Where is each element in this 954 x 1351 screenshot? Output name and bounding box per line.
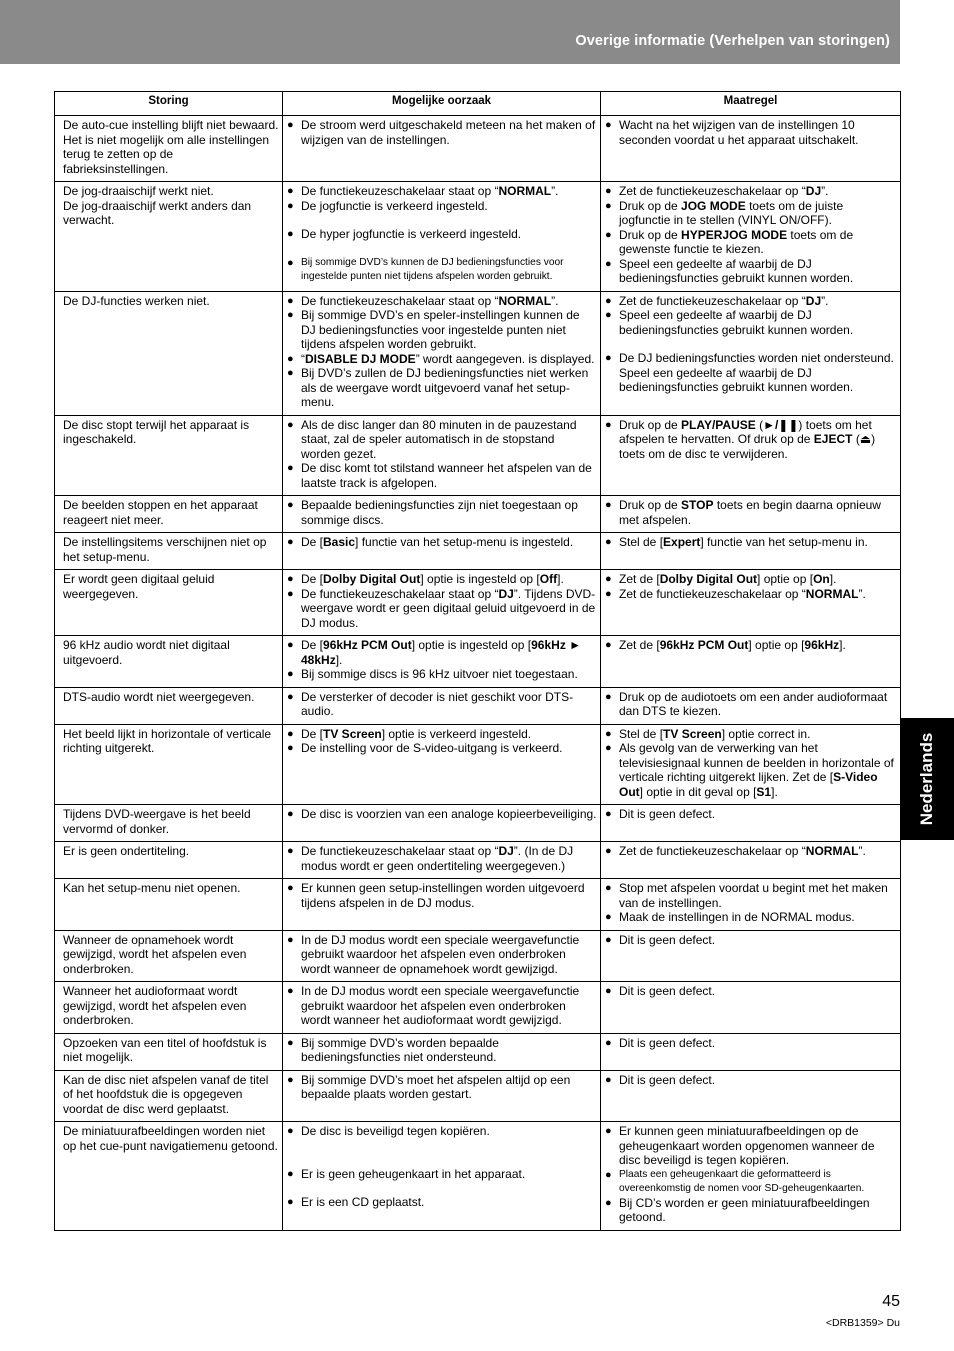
bullet-icon: ● [287,199,294,212]
bullet-icon: ● [605,228,612,241]
bullet-text: In de DJ modus wordt een speciale weergavefunctie gebruikt waardoor het afspelen even onderbroken wordt wanneer het audioformaat wordt gewijzigd. [301,984,580,1027]
remedy-cell [601,636,901,688]
remedy-cell [601,291,901,415]
remedy-cell [601,533,901,570]
bullet-icon: ● [605,1196,612,1209]
bullet-icon: ● [287,1036,294,1049]
bullet-item [287,461,597,490]
language-tab [900,718,954,840]
table-row [55,930,901,982]
column-header-remedy: Maatregel [601,92,901,116]
remedy-cell [601,1122,901,1231]
bullet-icon: ● [605,536,612,548]
column-header-cause: Mogelijke oorzaak [283,92,601,116]
problem-text: Kan het setup-menu niet openen. [63,881,241,895]
bullet-item [605,690,897,719]
bullet-text: Er kunnen geen setup-instellingen worden uitgevoerd tijdens afspelen in de DJ modus. [301,881,585,910]
bullet-icon: ● [605,587,612,600]
bullet-icon: ● [287,1196,294,1208]
bullet-item [287,1195,597,1210]
bullet-item [287,118,597,147]
bullet-text: Dit is geen defect. [619,932,716,947]
bullet-icon: ● [605,309,612,321]
bullet-icon: ● [605,727,612,740]
bullet-icon: ● [605,1073,612,1086]
column-header-problem: Storing [55,92,283,116]
bullet-text: De instelling voor de S-video-uitgang is verkeerd. [301,741,563,755]
spacer [287,242,597,256]
bullet-text: De DJ bedieningsfuncties worden niet ondersteund. Speel een gedeelte af waarbij de DJ bedieningsfuncties gebruikt kunnen worden. [619,351,894,394]
remedy-cell [601,724,901,805]
bullet-item [605,910,897,925]
bullet-icon: ● [287,845,294,857]
bullet-icon: ● [287,352,294,365]
bullet-text: Dit is geen defect. [619,984,716,998]
bullet-text: De stroom werd uitgeschakeld meteen na het maken of wijzigen van de instellingen. [301,118,596,147]
problem-cell [55,805,283,842]
bullet-icon: ● [605,119,612,131]
bullet-item [287,418,597,462]
bullet-item [287,587,597,631]
bullet-icon: ● [605,1125,612,1137]
bullet-icon: ● [605,690,612,703]
bullet-icon: ● [605,199,612,212]
bullet-item [287,807,597,822]
problem-text: De instellingsitems verschijnen niet op het setup-menu. [63,535,267,564]
bullet-text: De [Dolby Digital Out] optie is ingesteld op [Off]. [301,572,564,586]
bullet-icon: ● [605,418,612,431]
bullet-icon: ● [287,499,294,511]
table-row [55,182,901,292]
bullet-text: Bij CD’s worden er geen miniatuurafbeeldingen getoond. [619,1195,870,1224]
table-row [55,724,901,805]
bullet-icon: ● [287,418,294,431]
bullet-text: Als gevolg van de verwerking van het televisiesignaal kunnen de beelden in horizontale of verticale richting uitgerekt lijken. Zet de [S-Video Out] optie in dit geval op [S1]. [619,741,894,799]
bullet-item [605,1168,897,1196]
bullet-item [287,498,597,527]
bullet-icon: ● [605,845,612,857]
bullet-icon: ● [605,808,612,820]
bullet-icon: ● [287,573,294,585]
bullet-icon: ● [287,309,294,321]
bullet-item [287,690,597,719]
bullet-item [605,572,897,587]
bullet-text: Bij sommige DVD’s moet het afspelen altijd op een bepaalde plaats worden gestart. [301,1072,571,1101]
bullet-icon: ● [605,185,612,197]
bullet-text: Dit is geen defect. [619,807,716,821]
remedy-cell [601,1033,901,1070]
bullet-text: De versterker of decoder is niet geschikt voor DTS-audio. [301,689,574,718]
bullet-icon: ● [287,119,294,131]
problem-cell [55,533,283,570]
bullet-item [605,418,897,462]
bullet-item [605,807,897,822]
remedy-cell [601,805,901,842]
problem-text: De miniatuurafbeeldingen worden niet op het cue-punt navigatiemenu getoond. [63,1124,278,1153]
bullet-item [287,184,597,199]
bullet-text: Stel de [TV Screen] optie correct in. [619,726,811,741]
bullet-icon: ● [605,257,612,270]
bullet-item [605,294,897,309]
table-row [55,1033,901,1070]
problem-cell [55,496,283,533]
bullet-text: Zet de functiekeuzeschakelaar op “DJ”. [619,184,829,198]
bullet-text: Bepaalde bedieningsfuncties zijn niet toegestaan op sommige discs. [301,498,578,527]
problem-text: Wanneer de opnamehoek wordt gewijzigd, wordt het afspelen even onderbroken. [63,932,247,976]
bullet-text: De [TV Screen] optie is verkeerd ingesteld. [301,726,532,741]
remedy-cell [601,982,901,1034]
bullet-icon: ● [605,639,612,651]
bullet-item [287,308,597,352]
bullet-icon: ● [605,1036,612,1049]
table-row [55,570,901,636]
bullet-icon: ● [287,882,294,894]
cause-cell [283,1122,601,1231]
table-row [55,533,901,570]
bullet-text: Er is geen geheugenkaart in het apparaat. [301,1166,526,1181]
language-tab-label: Nederlands [917,732,936,826]
table-row [55,805,901,842]
cause-cell [283,724,601,805]
cause-cell [283,636,601,688]
remedy-cell [601,415,901,496]
bullet-icon: ● [605,573,612,585]
bullet-item [605,535,897,550]
bullet-text: Zet de functiekeuzeschakelaar op “NORMAL”. [619,844,866,858]
problem-cell [55,1033,283,1070]
problem-text: De jog-draaischijf werkt niet. [63,184,214,198]
problem-cell [55,291,283,415]
bullet-icon: ● [287,587,294,600]
bullet-text: Bij sommige DVD’s en speler-instellingen kunnen de DJ bedieningsfuncties voor ingestelde punten niet tijdens afspelen worden gebruikt. [301,308,580,351]
remedy-cell [601,116,901,182]
bullet-text: Dit is geen defect. [619,1072,716,1087]
problem-text: De disc stopt terwijl het apparaat is ingeschakeld. [63,417,250,446]
table-row [55,687,901,724]
bullet-icon: ● [605,911,612,923]
table-row [55,982,901,1034]
bullet-icon: ● [605,985,612,997]
problem-cell [55,842,283,879]
bullet-text: Er kunnen geen miniatuurafbeeldingen op de geheugenkaart worden opgenomen wanneer de disc beveiligd is tegen kopiëren. [619,1124,875,1167]
bullet-icon: ● [287,228,294,240]
bullet-item [605,1036,897,1051]
bullet-icon: ● [287,294,294,307]
bullet-icon: ● [287,808,294,820]
table-row [55,842,901,879]
bullet-text: Druk op de HYPERJOG MODE toets om de gewenste functie te kiezen. [619,227,854,256]
bullet-item [287,984,597,1028]
bullet-text: Zet de [96kHz PCM Out] optie op [96kHz]. [619,638,846,652]
bullet-item [605,184,897,199]
bullet-item [605,498,897,527]
remedy-cell [601,182,901,292]
bullet-item [605,881,897,910]
table-row [55,415,901,496]
bullet-text: Bij sommige discs is 96 kHz uitvoer niet toegestaan. [301,667,578,681]
bullet-icon: ● [287,256,294,269]
section-title: Overige informatie (Verhelpen van storingen) [575,33,890,49]
bullet-text: Bij DVD’s zullen de DJ bedieningsfuncties niet werken als de weergave wordt uitgevoerd vanaf het setup-menu. [301,366,589,409]
bullet-text: In de DJ modus wordt een speciale weergavefunctie gebruikt waardoor het afspelen even onderbroken wordt wanneer de opnamehoek wordt gewijzigd. [301,932,580,976]
bullet-icon: ● [605,352,612,364]
bullet-text: De hyper jogfunctie is verkeerd ingesteld. [301,227,522,241]
table-row [55,1122,901,1231]
bullet-icon: ● [605,882,612,894]
bullet-item [287,881,597,910]
bullet-item [287,727,597,742]
bullet-icon: ● [287,536,294,548]
remedy-cell [601,879,901,931]
cause-cell [283,496,601,533]
bullet-icon: ● [287,727,294,740]
bullet-icon: ● [605,499,612,511]
bullet-text: Zet de functiekeuzeschakelaar op “NORMAL”. [619,586,866,601]
table-row [55,291,901,415]
bullet-icon: ● [287,1167,294,1180]
bullet-icon: ● [287,668,294,680]
header-band [0,0,900,64]
bullet-text: Stel de [Expert] functie van het setup-menu in. [619,535,868,549]
problem-cell [55,570,283,636]
bullet-icon: ● [287,985,294,997]
bullet-icon: ● [287,933,294,946]
bullet-text: De [Basic] functie van het setup-menu is ingesteld. [301,535,574,549]
bullet-item [605,1124,897,1168]
bullet-item [605,351,897,395]
cause-cell [283,182,601,292]
bullet-text: Dit is geen defect. [619,1035,716,1050]
bullet-text: Speel een gedeelte af waarbij de DJ bedieningsfuncties gebruikt kunnen worden. [619,308,854,337]
bullet-text: “DISABLE DJ MODE” wordt aangegeven. is displayed. [301,351,595,366]
bullet-item [605,1073,897,1088]
table-row [55,116,901,182]
cause-cell [283,805,601,842]
cause-cell [283,533,601,570]
bullet-text: De functiekeuzeschakelaar staat op “NORMAL”. [301,184,559,198]
bullet-item [605,199,897,228]
bullet-text: Als de disc langer dan 80 minuten in de pauzestand staat, zal de speler automatisch in de stopstand worden gezet. [301,417,577,461]
bullet-text: De disc is beveiligd tegen kopiëren. [301,1124,490,1138]
bullet-icon: ● [287,1125,294,1137]
bullet-item [287,199,597,214]
bullet-icon: ● [287,742,294,754]
bullet-item [605,844,897,859]
table-row [55,496,901,533]
table-row [55,1070,901,1122]
bullet-text: Druk op de PLAY/PAUSE (►/❚❚) toets om het afspelen te hervatten. Of druk op de EJECT (⏏) toets om de disc te verwijderen. [619,417,876,461]
bullet-icon: ● [287,1073,294,1086]
problem-cell [55,415,283,496]
bullet-item [287,227,597,242]
bullet-item [287,638,597,667]
problem-text: 96 kHz audio wordt niet digitaal uitgevoerd. [63,638,230,667]
bullet-item [287,366,597,410]
problem-text: Het is niet mogelijk om alle instellingen terug te zetten op de fabrieksinstellingen. [63,132,270,176]
remedy-cell [601,930,901,982]
spacer [287,1181,597,1195]
bullet-text: Maak de instellingen in de NORMAL modus. [619,910,855,924]
remedy-cell [601,842,901,879]
problem-text: De jog-draaischijf werkt anders dan verwacht. [63,198,252,227]
cause-cell [283,687,601,724]
bullet-text: De functiekeuzeschakelaar staat op “DJ”. (In de DJ modus wordt er geen ondertiteling weergegeven.) [301,844,574,873]
bullet-item [605,257,897,286]
bullet-icon: ● [287,639,294,651]
cause-cell [283,570,601,636]
troubleshooting-table [54,91,901,1231]
bullet-text: Wacht na het wijzigen van de instellingen 10 seconden voordat u het apparaat uitschakelt. [619,118,859,147]
table-row [55,879,901,931]
bullet-text: Stop met afspelen voordat u begint met het maken van de instellingen. [619,881,888,910]
bullet-icon: ● [605,294,612,307]
problem-cell [55,687,283,724]
problem-text: De beelden stoppen en het apparaat reageert niet meer. [63,498,258,527]
bullet-icon: ● [287,185,294,197]
bullet-text: De functiekeuzeschakelaar staat op “NORMAL”. [301,293,559,308]
problem-text: Er wordt geen digitaal geluid weergegeven. [63,572,215,601]
bullet-text: Plaats een geheugenkaart die geformatteerd is overeenkomstig de nomen voor SD-geheugenkaarten. [619,1168,865,1194]
page-number: 45 [882,1293,900,1310]
cause-cell [283,291,601,415]
remedy-cell [601,570,901,636]
problem-text: Het beeld lijkt in horizontale of verticale richting uitgerekt. [63,726,272,755]
cause-cell [283,842,601,879]
problem-cell [55,636,283,688]
cause-cell [283,982,601,1034]
bullet-text: Er is een CD geplaatst. [301,1195,425,1209]
cause-cell [283,1033,601,1070]
bullet-item [287,1073,597,1102]
cause-cell [283,116,601,182]
bullet-item [287,294,597,309]
bullet-text: Druk op de audiotoets om een ander audioformaat dan DTS te kiezen. [619,689,888,718]
bullet-item [287,1124,597,1139]
spacer [287,213,597,227]
bullet-item [605,741,897,799]
problem-text: DTS-audio wordt niet weergegeven. [63,689,255,704]
bullet-item [287,844,597,873]
bullet-item [287,535,597,550]
bullet-item [605,118,897,147]
cause-cell [283,930,601,982]
bullet-text: Speel een gedeelte af waarbij de DJ bedieningsfuncties gebruikt kunnen worden. [619,256,854,285]
problem-text: De DJ-functies werken niet. [63,293,210,308]
bullet-item [605,228,897,257]
bullet-icon: ● [287,462,294,474]
bullet-text: Bij sommige DVD’s worden bepaalde bedieningsfuncties niet ondersteund. [301,1035,499,1064]
cause-cell [283,879,601,931]
problem-cell [55,1122,283,1231]
bullet-text: Bij sommige DVD’s kunnen de DJ bedieningsfuncties voor ingestelde punten niet tijdens afspelen worden gebruikt. [301,256,564,282]
bullet-text: De jogfunctie is verkeerd ingesteld. [301,198,488,213]
bullet-item [287,572,597,587]
problem-cell [55,182,283,292]
bullet-icon: ● [605,742,612,754]
bullet-icon: ● [605,933,612,946]
spacer [605,337,897,351]
cause-cell [283,415,601,496]
bullet-text: Druk op de JOG MODE toets om de juiste jogfunctie in te stellen (VINYL ON/OFF). [619,198,844,227]
bullet-text: Zet de [Dolby Digital Out] optie op [On]. [619,572,837,586]
remedy-cell [601,687,901,724]
bullet-icon: ● [605,1168,612,1181]
bullet-item [287,1167,597,1182]
problem-cell [55,1070,283,1122]
problem-text: Er is geen ondertiteling. [63,844,190,858]
table-row [55,636,901,688]
problem-text: Kan de disc niet afspelen vanaf de titel of het hoofdstuk die is opgegeven voordat de disc werd geplaatst. [63,1072,269,1116]
problem-text: De auto-cue instelling blijft niet bewaard. [63,118,279,132]
bullet-text: De functiekeuzeschakelaar staat op “DJ”. Tijdens DVD-weergave wordt er geen digitaal geluid uitgevoerd in de DJ modus. [301,586,596,630]
bullet-icon: ● [287,690,294,703]
bullet-item [287,352,597,367]
remedy-cell [601,1070,901,1122]
bullet-item [605,1196,897,1225]
spacer [287,1153,597,1167]
problem-cell [55,724,283,805]
bullet-item [287,741,597,756]
bullet-item [605,308,897,337]
bullet-item [287,933,597,977]
bullet-item [605,587,897,602]
problem-cell [55,116,283,182]
bullet-text: De disc is voorzien van een analoge kopieerbeveiliging. [301,807,597,821]
document-code: <DRB1359> Du [825,1317,900,1329]
bullet-icon: ● [287,367,294,379]
bullet-item [605,933,897,948]
table-body [55,116,901,1231]
problem-text: Tijdens DVD-weergave is het beeld vervormd of donker. [63,807,251,836]
bullet-item [287,667,597,682]
bullet-text: Zet de functiekeuzeschakelaar op “DJ”. [619,293,829,308]
bullet-text: Druk op de STOP toets en begin daarna opnieuw met afspelen. [619,498,881,527]
bullet-item [605,984,897,999]
problem-cell [55,879,283,931]
bullet-text: De disc komt tot stilstand wanneer het afspelen van de laatste track is afgelopen. [301,461,592,490]
remedy-cell [601,496,901,533]
bullet-item [287,256,597,284]
problem-cell [55,930,283,982]
problem-text: Opzoeken van een titel of hoofdstuk is niet mogelijk. [63,1035,267,1064]
bullet-text: De [96kHz PCM Out] optie is ingesteld op [96kHz ► 48kHz]. [301,638,582,667]
problem-text: Wanneer het audioformaat wordt gewijzigd, wordt het afspelen even onderbroken. [63,984,247,1027]
cause-cell [283,1070,601,1122]
problem-cell [55,982,283,1034]
table-header-row [55,92,901,116]
spacer [287,1139,597,1153]
bullet-item [287,1036,597,1065]
bullet-item [605,638,897,653]
bullet-item [605,727,897,742]
